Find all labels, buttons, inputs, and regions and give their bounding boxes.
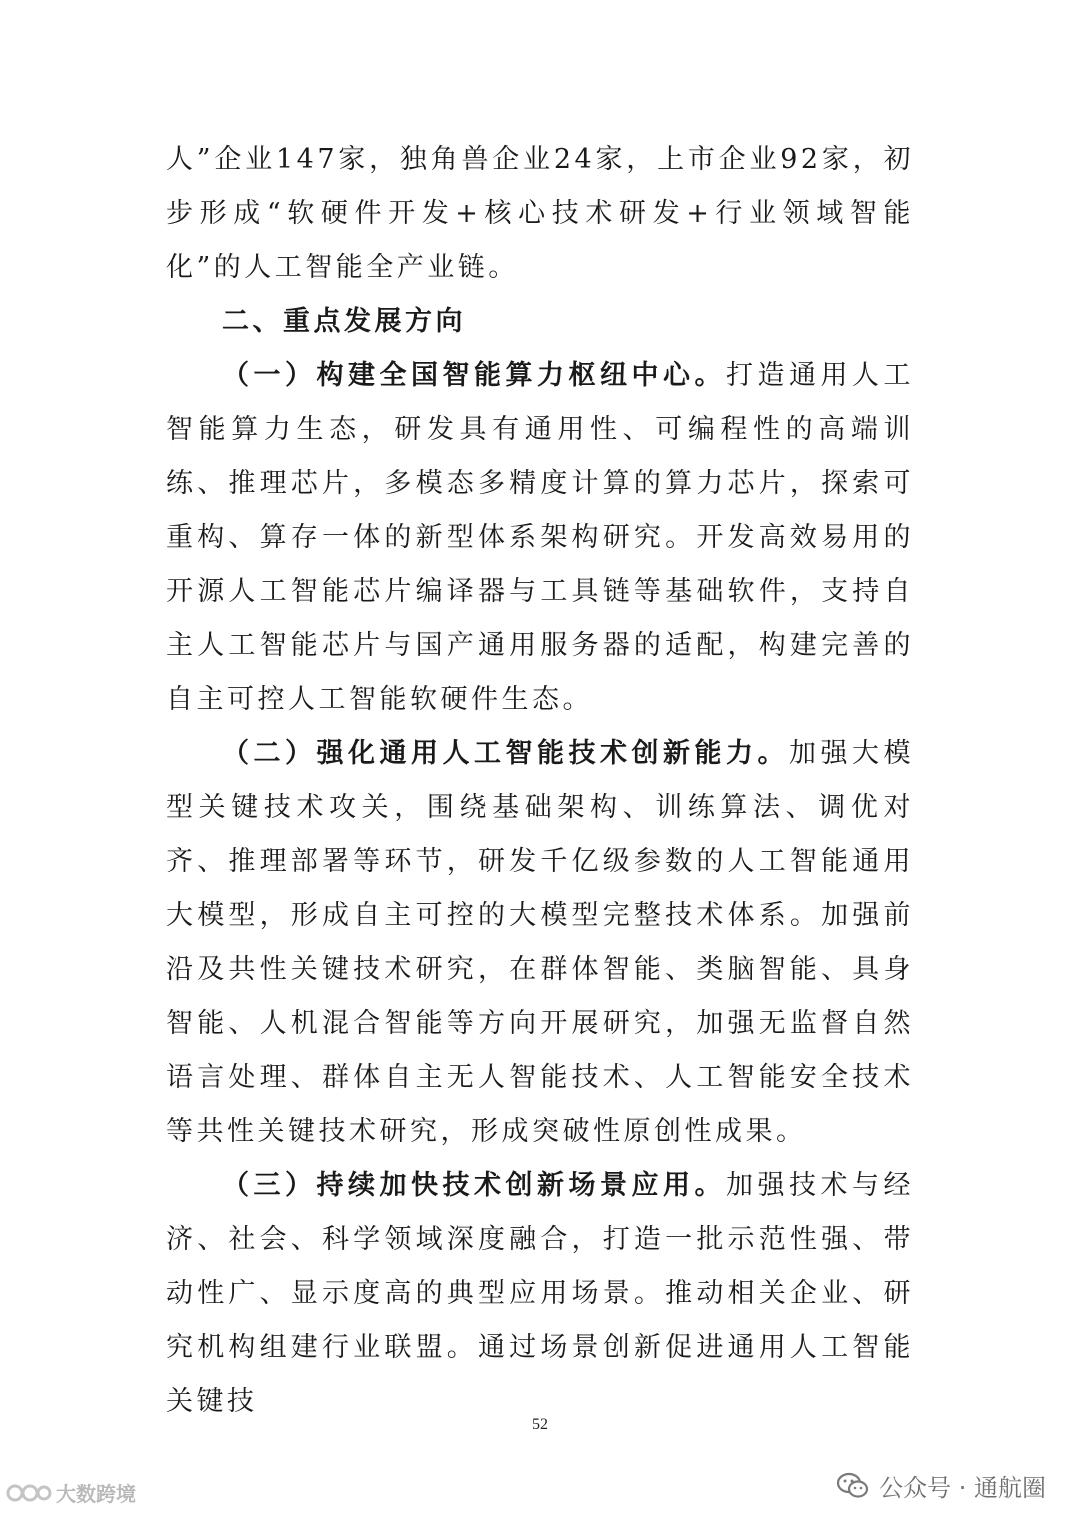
item-1-lead: （一）构建全国智能算力枢纽中心。 xyxy=(222,360,726,391)
section-heading: 二、重点发展方向 xyxy=(222,306,466,337)
item-3-body: 加强技术与经济、社会、科学领域深度融合，打造一批示范性强、带动性广、显示度高的典型应用场景。推动相关企业、研究机构组建行业联盟。通过场景创新促进通用人工智能关键技 xyxy=(166,1170,914,1417)
watermark-right-text: 公众号 · 通航圈 xyxy=(879,1474,1046,1502)
item-2-body: 加强大模型关键技术攻关，围绕基础架构、训练算法、调优对齐、推理部署等环节，研发千亿级参数的人工智能通用大模型，形成自主可控的大模型完整技术体系。加强前沿及共性关键技术研究，在群体智能、类脑智能、具身智能、人机混合智能等方向开展研究，加强无监督自然语言处理、群体自主无人智能技术、人工智能安全技术等共性关键技术研究，形成突破性原创性成果。 xyxy=(166,738,914,1147)
watermark-right xyxy=(837,1468,1046,1503)
paragraph-continuation: 人”企业147家，独角兽企业24家，上市企业92家，初步形成“软硬件开发+核心技术研发+行业领域智能化”的人工智能全产业链。 xyxy=(166,144,914,283)
paragraph-item-1 xyxy=(166,349,914,727)
body-text xyxy=(166,133,914,1429)
item-3-lead: （三）持续加快技术创新场景应用。 xyxy=(222,1170,726,1201)
item-1-body: 打造通用人工智能算力生态，研发具有通用性、可编程性的高端训练、推理芯片，多模态多精度计算的算力芯片，探索可重构、算存一体的新型体系架构研究。开发高效易用的开源人工智能芯片编译器与工具链等基础软件，支持自主人工智能芯片与国产通用服务器的适配，构建完善的自主可控人工智能软硬件生态。 xyxy=(166,360,914,715)
brand-logo-icon xyxy=(6,1480,52,1506)
page-number: 52 xyxy=(532,1416,548,1433)
item-2-lead: （二）强化通用人工智能技术创新能力。 xyxy=(222,738,789,769)
watermark-left xyxy=(6,1478,136,1507)
paragraph-item-2 xyxy=(166,727,914,1159)
watermark-left-text: 大数跨境 xyxy=(56,1482,136,1506)
paragraph-item-3 xyxy=(166,1159,914,1429)
wechat-icon xyxy=(837,1472,869,1500)
